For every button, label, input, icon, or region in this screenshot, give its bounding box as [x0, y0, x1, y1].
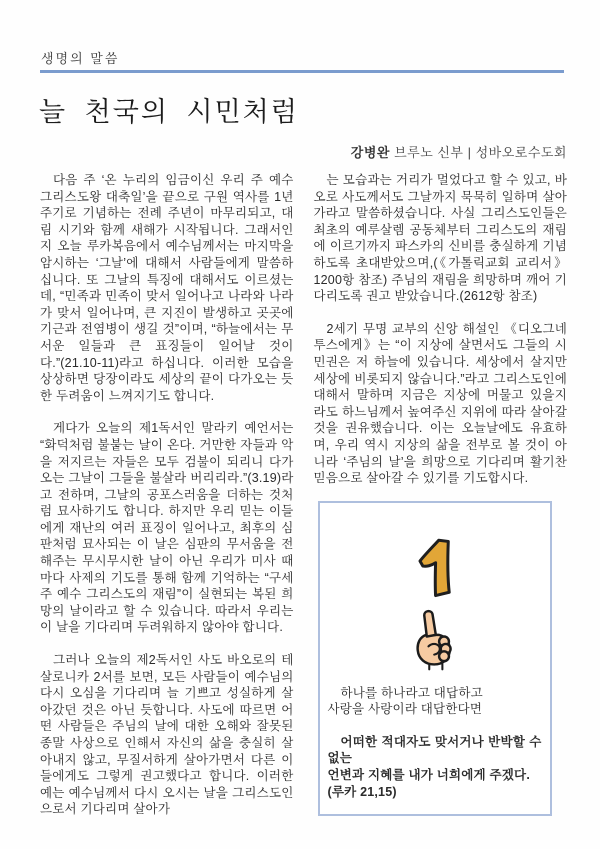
- quote-intro: 하나를 하나라고 대답하고 사랑을 사랑이라 대답한다면: [327, 685, 483, 717]
- quote-reference: (루카 21,15): [327, 784, 397, 799]
- header-rule: [40, 70, 564, 73]
- body-paragraph: 그러나 오늘의 제2독서인 사도 바오로의 테살로니카 2서를 보면, 모든 사람들이 예수님의 다시 오심을 기다리며 늘 기쁘고 성실하게 살아갔던 것은 아닌 듯합니다. 사도에 따르면 어떤 사람들은 주님의 날에 대한 오해와 잘못된 종말 사상으로 인해서 자신의 삶을 충실히 살아내지 않고, 무질서하게 살아가면서 다른 이들에게도 그렇게 권고했다고 합니다. 이러한 예는 예수님께서 다시 오시는 날을 그리스도인으로서 기다리며 살아가: [40, 653, 294, 817]
- section-label: 생명의 말씀: [41, 51, 120, 66]
- byline: [351, 142, 567, 161]
- byline-author: 강병완: [350, 145, 390, 160]
- number-one-illustration: [411, 536, 458, 600]
- right-column: [314, 172, 568, 829]
- article-title: 늘 천국의 시민처럼: [39, 97, 299, 128]
- quote-verse: 어떠한 적대자도 맞서거나 반박할 수 없는 언변과 지혜를 내가 너희에게 주겠다. (루카 21,15): [327, 734, 542, 799]
- body-paragraph: 는 모습과는 거리가 멀었다고 할 수 있고, 바오로 사도께서도 그날까지 묵묵히 일하며 살아가라고 말씀하셨습니다. 사실 그리스도인들은 최초의 예루살렘 공동체부터 그리스도의 재림에 이르기까지 파스카의 신비를 충실하게 기념하도록 초대받았으며,(《가톨릭교회 교리서》 1200항 참조) 주님의 재림을 희망하며 깨어 기다리도록 권고 받았습니다.(2612항 참조): [313, 173, 567, 304]
- body-paragraph: 다음 주 ‘온 누리의 임금이신 우리 주 예수 그리스도왕 대축일’을 끝으로 구원 역사를 1년 주기로 기념하는 전례 주년이 마무리되고, 대림 시기와 함께 새해가 시작됩니다. 그래서인지 오늘 루카복음에서 예수님께서는 마지막을 암시하는 ‘그날’에 대해서 사람들에게 말씀하십니다. 또 그날의 특징에 대해서도 이르셨는데, “민족과 민족이 맞서 일어나고 나라와 나라가 맞서 일어나며, 큰 지진이 발생하고 곳곳에 기근과 전염병이 생길 것”이며, “하늘에서는 무서운 일들과 큰 표징들이 일어날 것이다.”(21.10-11)라고 하십니다. 이러한 모습을 상상하면 당장이라도 세상의 끝이 다가오는 듯한 두려움이 느껴지기도 합니다.: [40, 173, 294, 403]
- quote-box: [318, 501, 552, 817]
- body-paragraph: 2세기 무명 교부의 신앙 해설인 《디오그네투스에게》는 “이 지상에 살면서도 그들의 시민권은 저 하늘에 있습니다. 세상에서 살지만 세상에 비롯되지 않습니다.”라고 그리스도인에 대해서 말하며 지금은 지상에 머물고 있을지 라도 하느님께서 높여주신 지위에 따라 살아갈 것을 권유했습니다. 이는 오늘날에도 유효하며, 우리 역시 지상의 삶을 전부로 볼 것이 아니라 ‘주님의 날’을 희망으로 기다리며 활기찬 믿음으로 살아갈 수 있기를 기도합시다.: [313, 321, 567, 486]
- article-body: [40, 172, 567, 829]
- body-paragraph: 게다가 오늘의 제1독서인 말라키 예언서는 “화덕처럼 불붙는 날이 온다. 거만한 자들과 악을 저지르는 자들은 모두 검불이 되리니 다가오는 그날이 그들을 불살라 버리리라.”(3.19)라고 전하며, 그날의 공포스러움을 더하는 것처럼 묘사하기도 합니다. 하지만 우리 믿는 이들에게 재난의 여러 표징이 일어나고, 최후의 심판처럼 묘사되는 이 날은 심판의 무서움을 전해주는 무시무시한 날이 아닌 우리가 미사 때마다 사제의 기도를 통해 함께 기억하는 “구세주 예수 그리스도의 재림”이 실현되는 복된 희망의 날이라고 할 수 있습니다. 따라서 우리는 이 날을 기다리며 두려워하지 않아야 합니다.: [40, 421, 294, 635]
- left-column: [40, 172, 294, 829]
- pointing-hand-icon: [406, 607, 464, 671]
- byline-affiliation: 브루노 신부 | 성바오로수도회: [389, 145, 567, 160]
